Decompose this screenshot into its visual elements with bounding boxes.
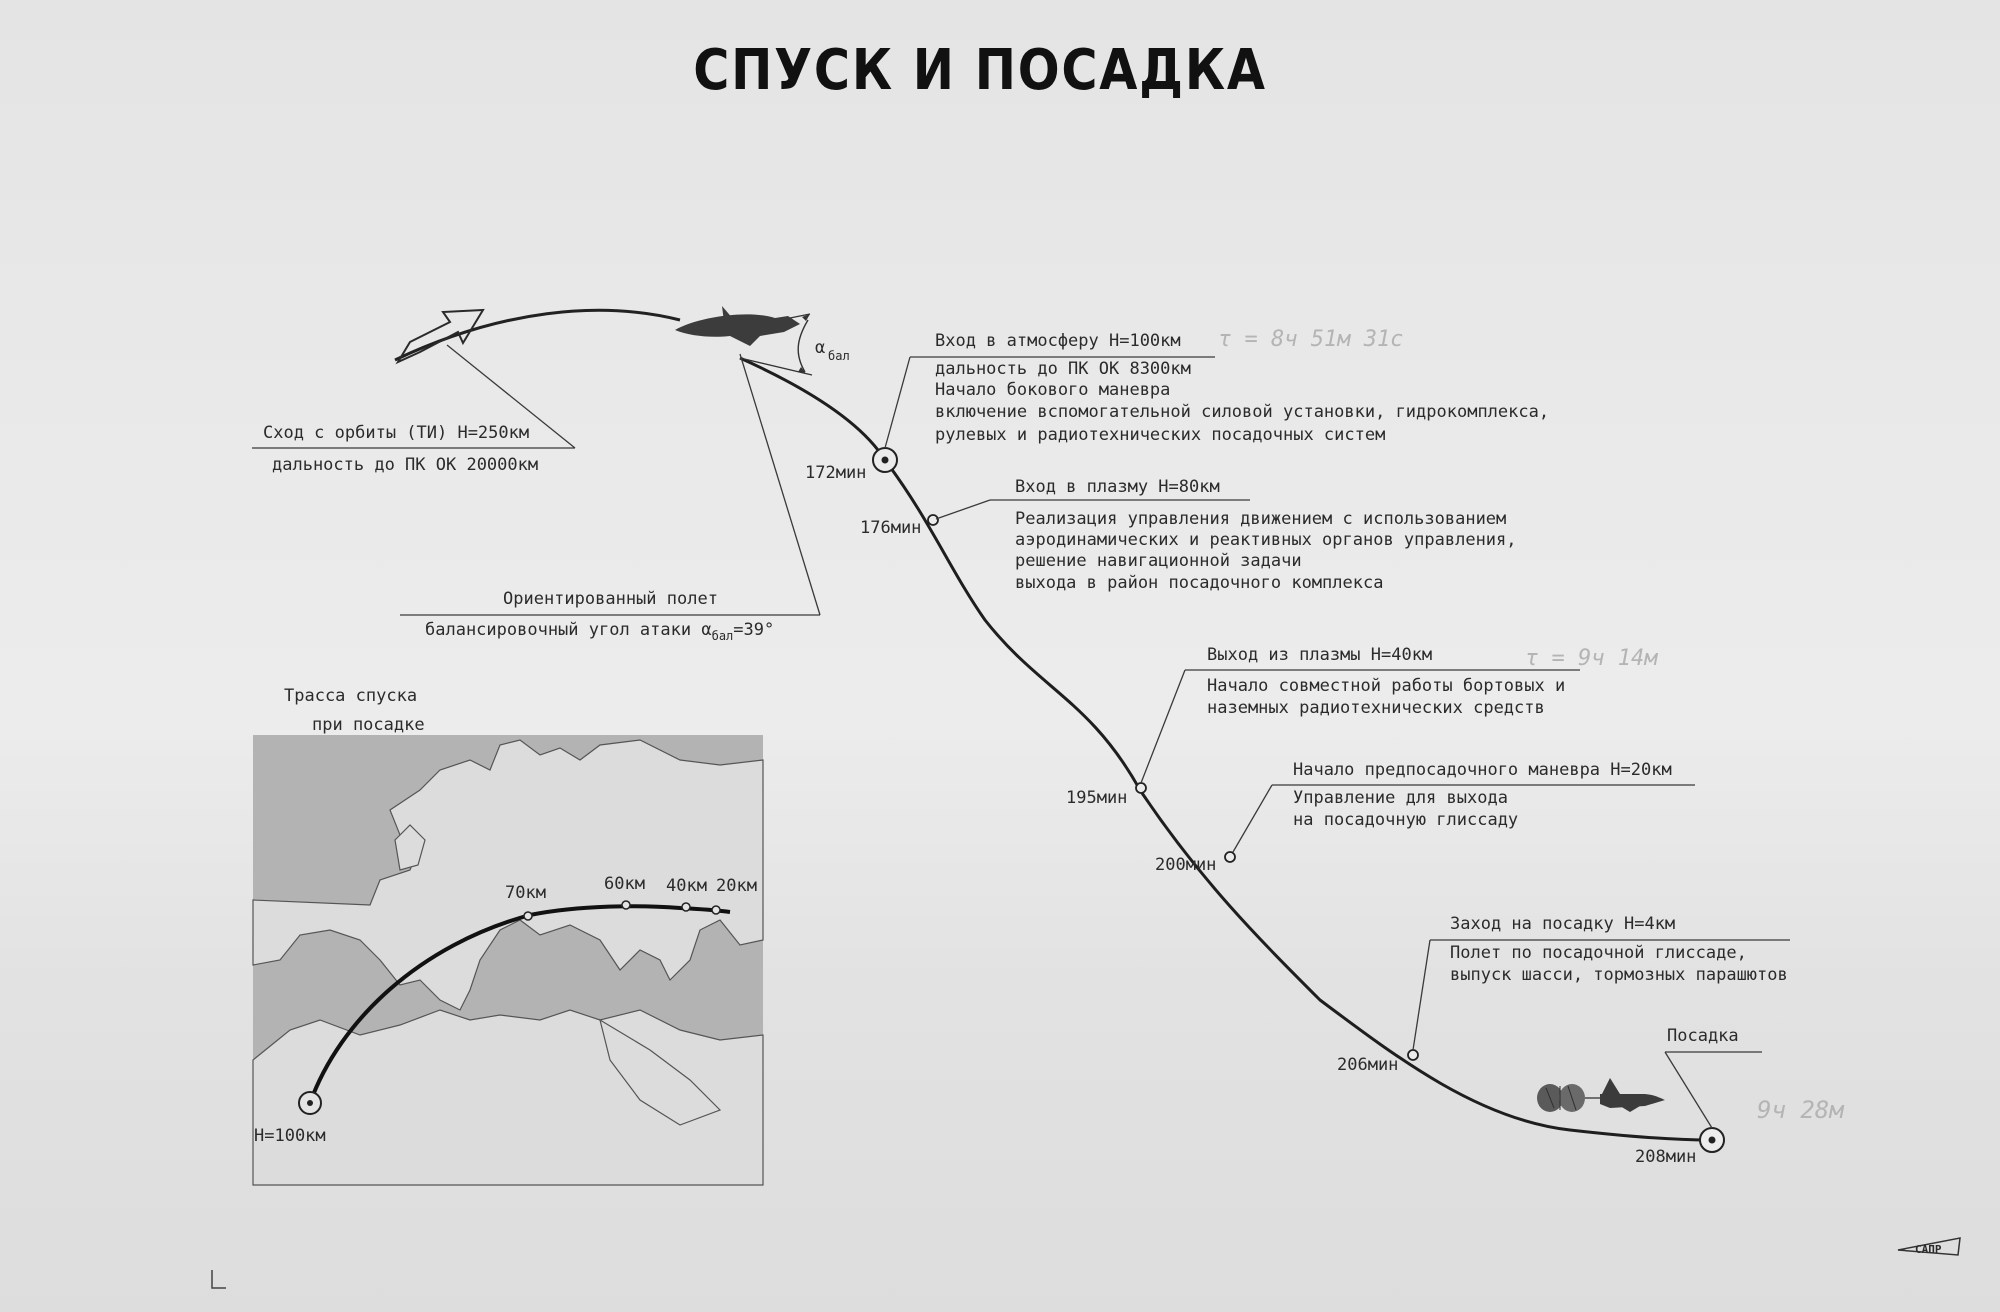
- angle-alpha-label: α: [815, 338, 826, 358]
- orbit-arc: [395, 310, 680, 360]
- time-208: 208мин: [1635, 1147, 1697, 1167]
- map-point-40: [682, 903, 690, 911]
- map-start-marker: [299, 1092, 321, 1114]
- atmosphere-line-1: дальность до ПК ОК 8300км: [935, 359, 1191, 379]
- descent-trajectory: [740, 358, 1710, 1140]
- landing-heading: Посадка: [1667, 1026, 1739, 1046]
- plasma-in-line-4: выхода в район посадочного комплекса: [1015, 573, 1384, 593]
- pre-landing-line-1: Управление для выхода: [1293, 788, 1508, 808]
- map-point-20: [712, 906, 720, 914]
- pre-landing-line-2: на посадочную глиссаду: [1293, 810, 1519, 830]
- atmosphere-heading: Вход в атмосферу Н=100км: [935, 331, 1181, 351]
- page-title: СПУСК И ПОСАДКА: [693, 38, 1267, 103]
- marker-176: [928, 515, 938, 525]
- map-panel: [253, 686, 763, 1185]
- marker-208: [1700, 1128, 1724, 1152]
- time-206: 206мин: [1337, 1055, 1399, 1075]
- map-label-70: 70км: [505, 883, 546, 903]
- marker-200: [1225, 852, 1235, 862]
- map-label-20: 20км: [716, 876, 757, 896]
- time-176: 176мин: [860, 518, 922, 538]
- map-label-60: 60км: [604, 874, 645, 894]
- map-caption-1: Трасса спуска: [284, 686, 418, 706]
- sapr-logo: [1898, 1238, 1960, 1256]
- oriented-heading: Ориентированный полет: [503, 589, 718, 609]
- handwritten-note-2: τ = 9ч 14м: [1525, 646, 1658, 671]
- map-start-label: Н=100км: [254, 1126, 326, 1146]
- atmosphere-line-3: включение вспомогательной силовой установки, гидрокомплекса,: [935, 402, 1550, 422]
- deorbit-line-1: дальность до ПК ОК 20000км: [272, 455, 539, 475]
- map-label-40: 40км: [666, 876, 707, 896]
- plasma-in-line-1: Реализация управления движением с использованием: [1015, 509, 1507, 529]
- time-172: 172мин: [805, 463, 867, 483]
- map-caption-2: при посадке: [312, 715, 425, 735]
- corner-mark: [212, 1270, 226, 1288]
- time-195: 195мин: [1066, 788, 1128, 808]
- handwritten-note-3: 9ч 28м: [1757, 1096, 1844, 1124]
- plasma-in-line-3: решение навигационной задачи: [1015, 551, 1302, 571]
- logo-text: САПР: [1915, 1243, 1942, 1256]
- approach-heading: Заход на посадку Н=4км: [1450, 914, 1676, 934]
- marker-172: [873, 448, 897, 472]
- plasma-in-line-2: аэродинамических и реактивных органов управления,: [1015, 530, 1517, 550]
- map-point-60: [622, 901, 630, 909]
- approach-line-1: Полет по посадочной глиссаде,: [1450, 943, 1747, 963]
- plasma-out-line-2: наземных радиотехнических средств: [1207, 698, 1545, 718]
- deorbit-heading: Сход с орбиты (ТИ) Н=250км: [263, 423, 530, 443]
- time-200: 200мин: [1155, 855, 1217, 875]
- plasma-in-heading: Вход в плазму Н=80км: [1015, 477, 1220, 497]
- landing-shuttle-icon: [1537, 1078, 1665, 1112]
- map-point-70: [524, 912, 532, 920]
- marker-206: [1408, 1050, 1418, 1060]
- atmosphere-line-2: Начало бокового маневра: [935, 380, 1171, 400]
- pre-landing-heading: Начало предпосадочного маневра Н=20км: [1293, 760, 1672, 780]
- plasma-out-line-1: Начало совместной работы бортовых и: [1207, 676, 1566, 696]
- handwritten-note-1: τ = 8ч 51м 31с: [1218, 327, 1404, 352]
- oriented-line: балансировочный угол атаки $\alpha_{бал}=39^\circ$: [425, 620, 775, 643]
- approach-line-2: выпуск шасси, тормозных парашютов: [1450, 965, 1788, 985]
- atmosphere-line-4: рулевых и радиотехнических посадочных систем: [935, 425, 1386, 445]
- orbiter-icon: [675, 306, 800, 346]
- marker-195: [1136, 783, 1146, 793]
- plasma-out-heading: Выход из плазмы Н=40км: [1207, 645, 1433, 665]
- angle-sub-label: бал: [828, 349, 850, 363]
